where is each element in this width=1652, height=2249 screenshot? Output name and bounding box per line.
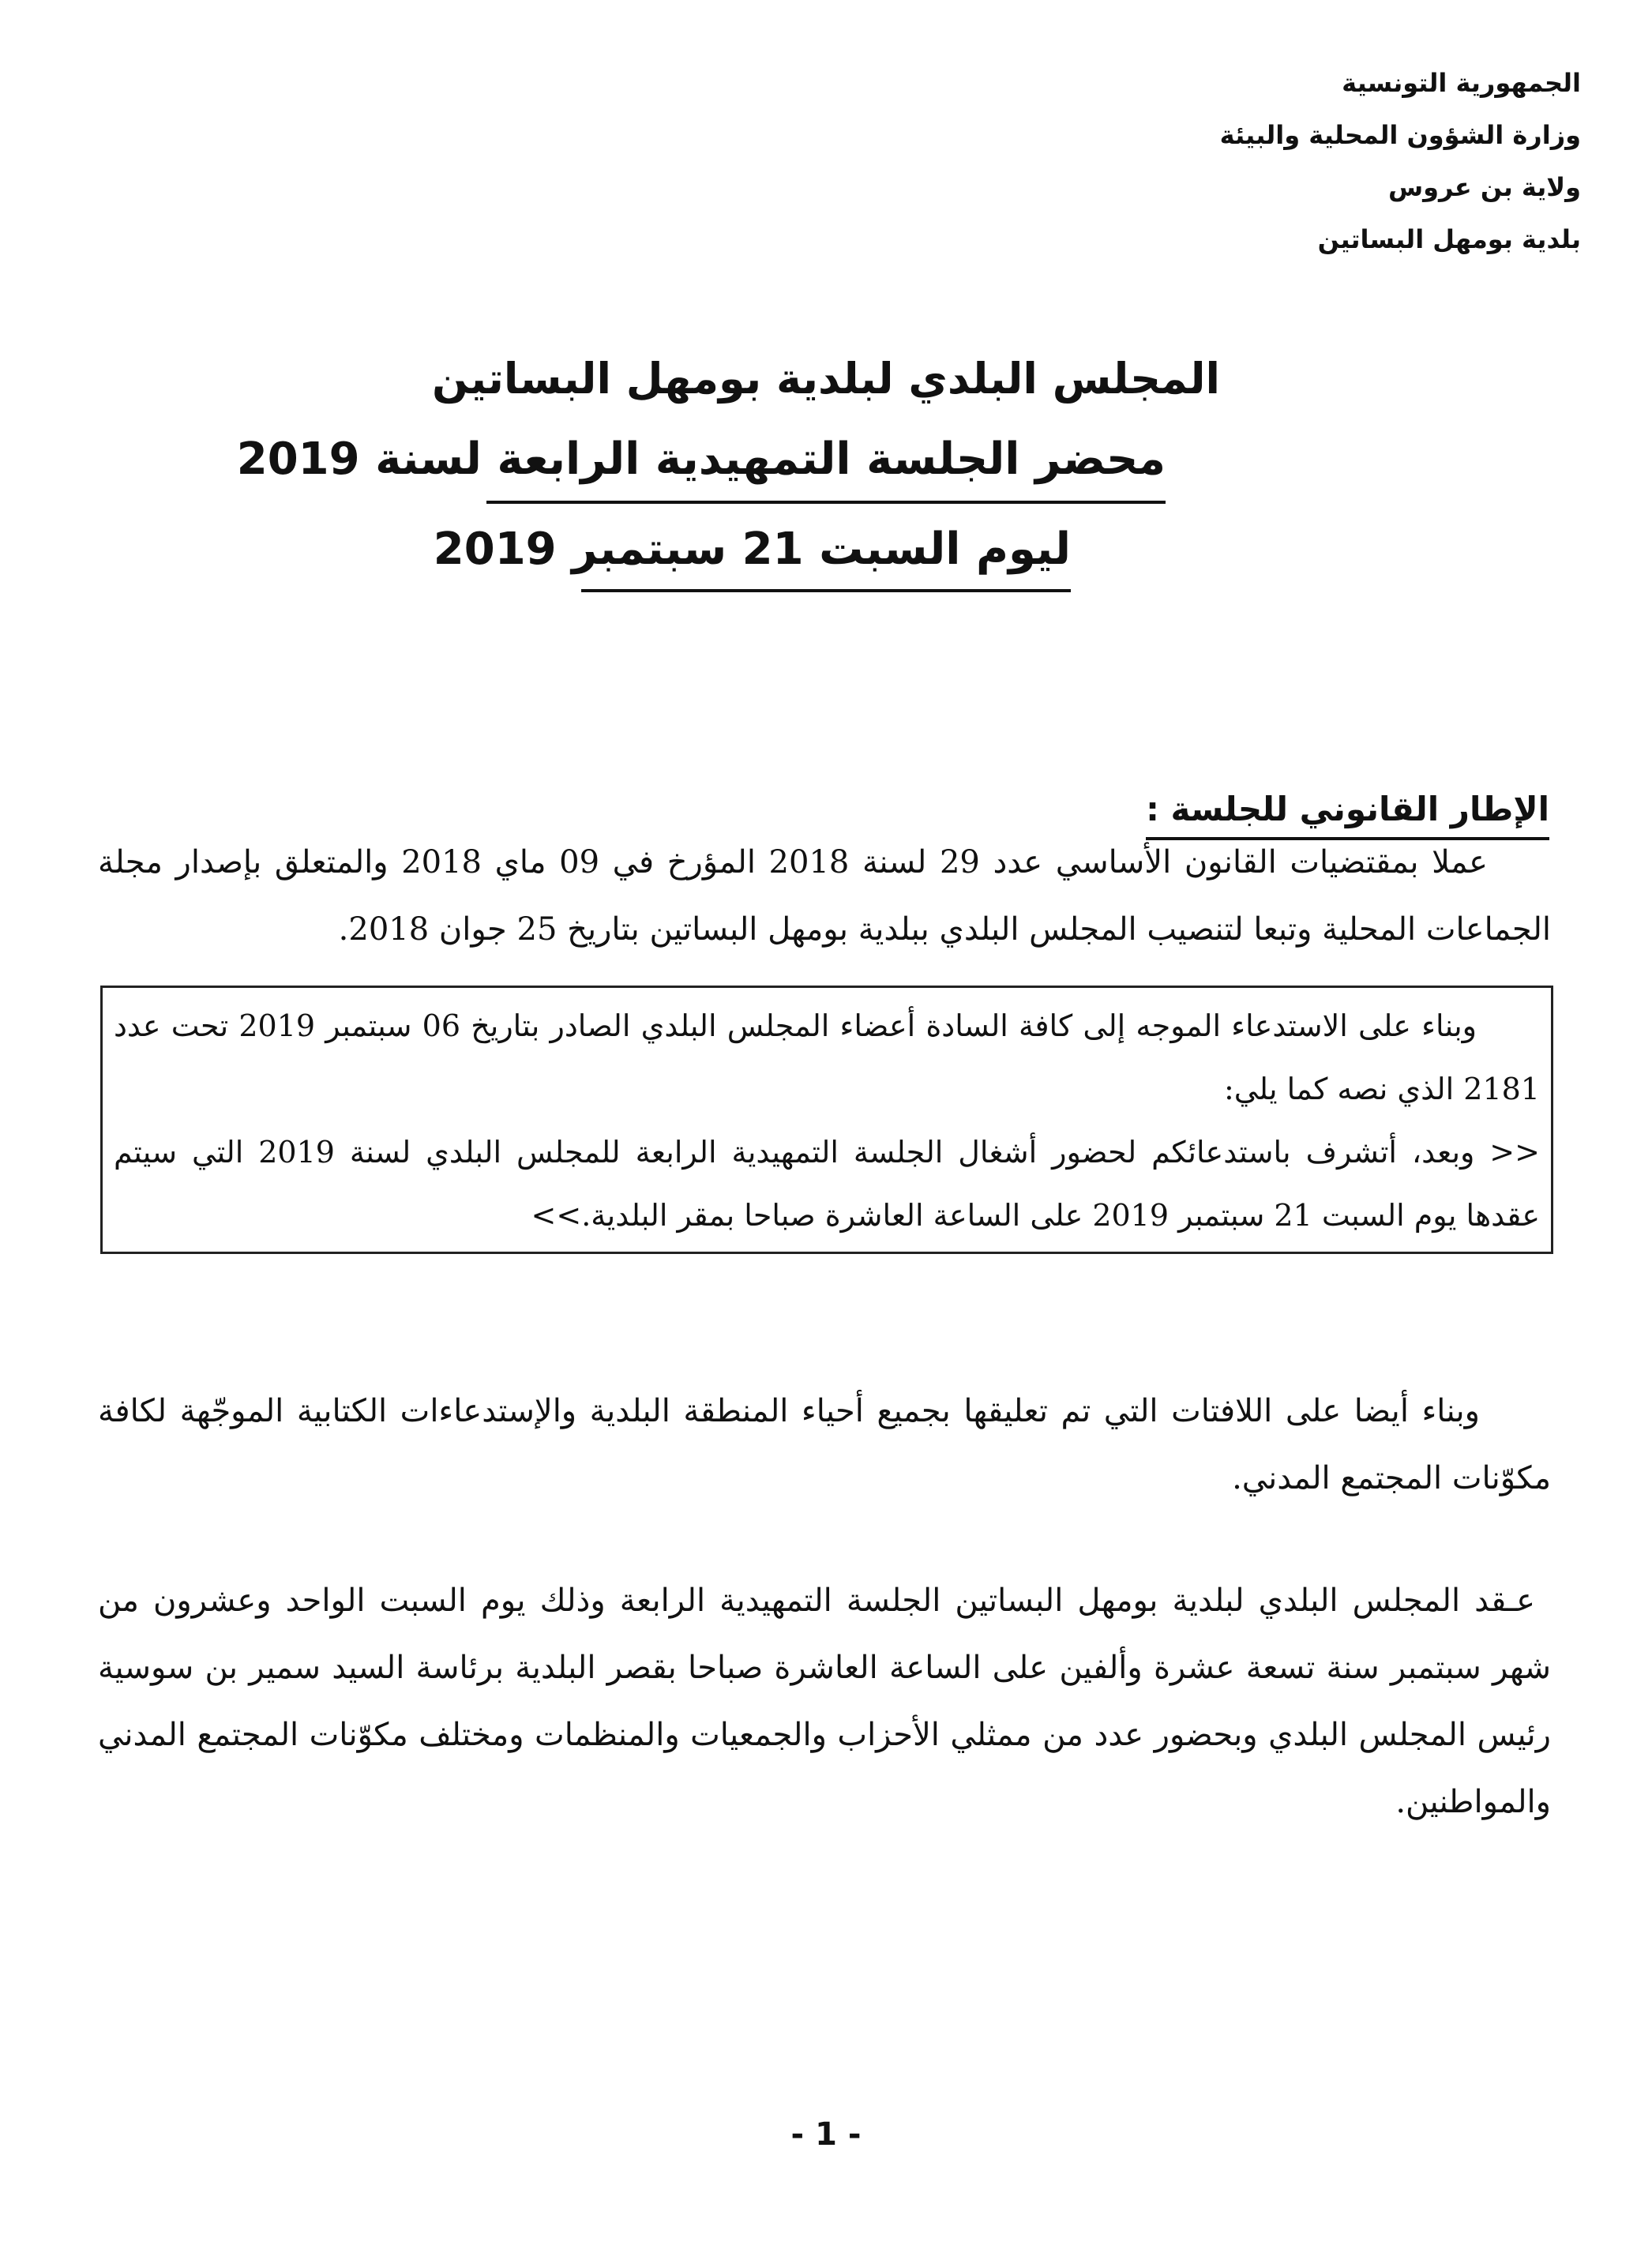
paragraph-notices-text: وبناء أيضا على اللافتات التي تم تعليقها بجميع أحياء المنطقة البلدية والإستدعاءات الكتابية الموجّهة لكافة مكوّنات المجتمع المدني.	[98, 1393, 1551, 1496]
letterhead-ministry: وزارة الشؤون المحلية والبيئة	[1219, 120, 1581, 150]
page-number: - 1 -	[790, 2116, 862, 2153]
paragraph-session	[98, 1568, 1551, 1836]
convocation-intro	[114, 994, 1540, 1121]
title-council: المجلس البلدي لبلدية بومهل البساتين	[432, 354, 1220, 404]
title-minutes: محضر الجلسة التمهيدية الرابعة لسنة 2019	[486, 419, 1166, 504]
convocation-quote: << وبعد، أتشرف باستدعائكم لحضور أشغال الجلسة التمهيدية الرابعة للمجلس البلدي لسنة 2019 التي سيتم عقدها يوم السبت 21 سبتمبر 2019 على الساعة العاشرة صباحا بمقر البلدية.>>	[114, 1135, 1540, 1233]
paragraph-legal-basis	[98, 829, 1551, 963]
convocation-box	[100, 986, 1553, 1254]
legal-framework-heading: الإطار القانوني للجلسة :	[1146, 782, 1549, 840]
paragraph-session-text: عـقد المجلس البلدي لبلدية بومهل البساتين الجلسة التمهيدية الرابعة وذلك يوم السبت الواحد وعشرون من شهر سبتمبر سنة تسعة عشرة وألفين على الساعة العاشرة صباحا بقصر البلدية برئاسة السيد سمير بن سوسية رئيس المجلس البلدي وبحضور عدد من ممثلي الأحزاب والجمعيات والمنظمات ومختلف مكوّنات المجتمع المدني والمواطنين.	[98, 1583, 1551, 1820]
paragraph-legal-basis-text: عملا بمقتضيات القانون الأساسي عدد 29 لسنة 2018 المؤرخ في 09 ماي 2018 والمتعلق بإصدار مجلة الجماعات المحلية وتبعا لتنصيب المجلس البلدي ببلدية بومهل البساتين بتاريخ 25 جوان 2018.	[98, 844, 1551, 948]
letterhead	[1139, 57, 1581, 265]
letterhead-republic: الجمهورية التونسية	[1342, 68, 1581, 98]
document-title	[0, 340, 1652, 592]
paragraph-notices	[98, 1378, 1551, 1512]
convocation-intro-text: وبناء على الاستدعاء الموجه إلى كافة السادة أعضاء المجلس البلدي الصادر بتاريخ 06 سبتمبر 2019 تحت عدد 2181 الذي نصه كما يلي:	[114, 1008, 1540, 1106]
letterhead-governorate: ولاية بن عروس	[1387, 172, 1581, 202]
title-date: ليوم السبت 21 سبتمبر 2019	[581, 510, 1071, 592]
letterhead-municipality: بلدية بومهل البساتين	[1317, 224, 1581, 254]
